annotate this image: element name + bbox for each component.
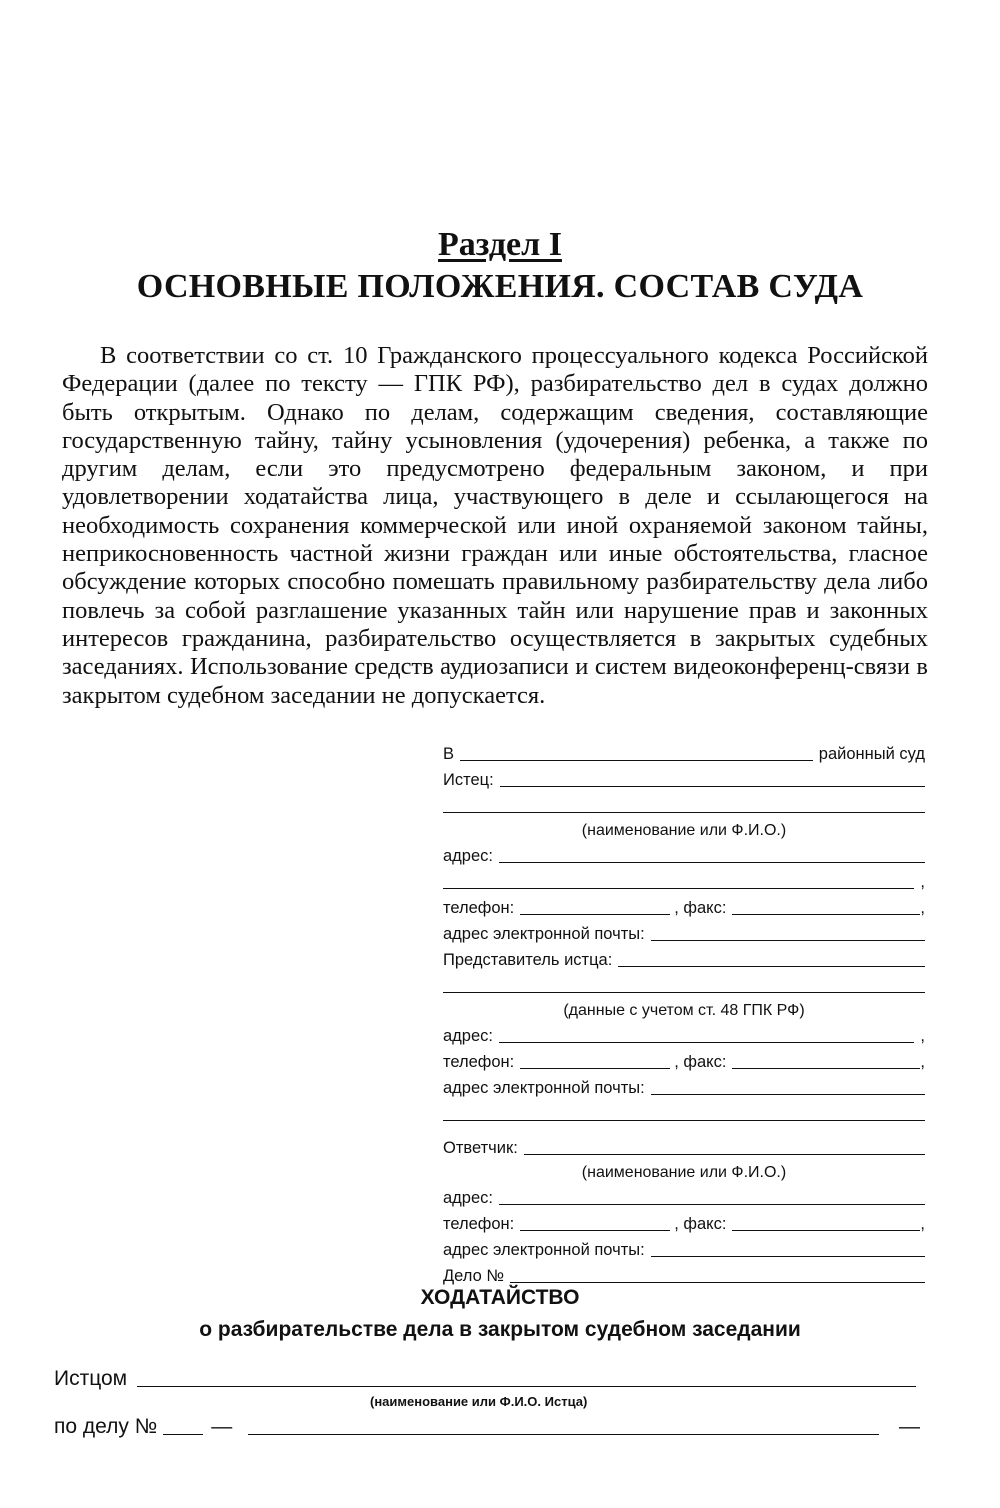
court-form bbox=[443, 738, 925, 1286]
defendant-caption: (наименование или Ф.И.О.) bbox=[581, 1164, 787, 1181]
plaintiff-address-field[interactable] bbox=[499, 844, 925, 863]
address-label: адрес: bbox=[443, 1189, 493, 1207]
section-title: Раздел I bbox=[438, 226, 562, 263]
plaintiff-address-field-2[interactable] bbox=[443, 870, 914, 889]
representative-phone-field[interactable] bbox=[520, 1050, 670, 1069]
representative-row-2 bbox=[443, 970, 925, 996]
phone-label: телефон: bbox=[443, 1215, 515, 1233]
defendant-phone-row bbox=[443, 1208, 925, 1234]
phone-label: телефон: bbox=[443, 1053, 515, 1071]
comma: , bbox=[920, 899, 925, 917]
defendant-name-field[interactable] bbox=[524, 1136, 925, 1155]
plaintiff-email-row bbox=[443, 918, 925, 944]
address-label: адрес: bbox=[443, 847, 493, 865]
representative-caption: (данные с учетом ст. 48 ГПК РФ) bbox=[563, 1002, 805, 1019]
defendant-email-field[interactable] bbox=[651, 1238, 925, 1257]
dash: — bbox=[899, 1415, 920, 1438]
motion-plaintiff-prefix: Истцом bbox=[54, 1367, 128, 1390]
fax-label: , факс: bbox=[674, 1215, 727, 1233]
defendant-address-field[interactable] bbox=[499, 1186, 925, 1205]
representative-field-2[interactable] bbox=[443, 974, 925, 993]
representative-email-field[interactable] bbox=[651, 1076, 925, 1095]
plaintiff-name-field-2[interactable] bbox=[443, 794, 925, 813]
plaintiff-row-2 bbox=[443, 790, 925, 816]
defendant-phone-field[interactable] bbox=[520, 1212, 670, 1231]
representative-fax-field[interactable] bbox=[732, 1050, 920, 1069]
plaintiff-phone-row bbox=[443, 892, 925, 918]
motion-title: ХОДАТАЙСТВО bbox=[420, 1286, 580, 1309]
comma: , bbox=[920, 1215, 925, 1233]
comma: , bbox=[920, 873, 925, 891]
address-label: адрес: bbox=[443, 1027, 493, 1045]
fax-label: , факс: bbox=[674, 1053, 727, 1071]
comma: , bbox=[920, 1027, 925, 1045]
motion-case-number-field[interactable] bbox=[163, 1414, 203, 1435]
case-label: Дело № bbox=[443, 1267, 505, 1285]
plaintiff-row bbox=[443, 764, 925, 790]
motion-case-name-field[interactable] bbox=[248, 1414, 879, 1435]
plaintiff-name-field[interactable] bbox=[500, 768, 925, 787]
plaintiff-email-field[interactable] bbox=[651, 922, 925, 941]
email-label: адрес электронной почты: bbox=[443, 1079, 645, 1097]
court-prefix: В bbox=[443, 745, 455, 763]
fax-label: , факс: bbox=[674, 899, 727, 917]
motion-plaintiff-caption: (наименование или Ф.И.О. Истца) bbox=[370, 1394, 588, 1409]
body-paragraph: В соответствии со ст. 10 Гражданского процессуального кодекса Российской Федерации (далее по тексту — ГПК РФ), разбирательство дел в судах должно быть открытым. Однако по делам, содержащим сведения, составляющие государственную тайну, тайну усыновления (удочерения) ребенка, а также по другим делам, если это предусмотрено федеральным законом, и при удовлетворении ходатайства лица, участвующего в деле и ссылающегося на необходимость сохранения коммерческой или иной охраняемой законом тайны, неприкосновенность частной жизни граждан или иные обстоятельства, гласное обсуждение которых способно помешать правильному разбирательству дела либо повлечь за собой разглашение указанных тайн или нарушение прав и законных интересов гражданина, разбирательство осуществляется в закрытых судебных заседаниях. Использование средств аудиозаписи и систем видеоконференц-связи в закрытом судебном заседании не допускается. bbox=[62, 342, 928, 709]
motion-case-row bbox=[54, 1414, 920, 1439]
representative-row bbox=[443, 944, 925, 970]
comma: , bbox=[920, 1053, 925, 1071]
dash: — bbox=[211, 1415, 233, 1438]
case-number-field[interactable] bbox=[510, 1264, 925, 1283]
representative-email-row-2 bbox=[443, 1098, 925, 1124]
representative-address-field[interactable] bbox=[499, 1024, 914, 1043]
court-row bbox=[443, 738, 925, 764]
phone-label: телефон: bbox=[443, 899, 515, 917]
defendant-row bbox=[443, 1132, 925, 1158]
plaintiff-phone-field[interactable] bbox=[520, 896, 670, 915]
plaintiff-label: Истец: bbox=[443, 771, 494, 789]
representative-email-row bbox=[443, 1072, 925, 1098]
case-number-row bbox=[443, 1260, 925, 1286]
plaintiff-fax-field[interactable] bbox=[732, 896, 920, 915]
plaintiff-address-row bbox=[443, 840, 925, 866]
defendant-fax-field[interactable] bbox=[732, 1212, 920, 1231]
representative-field[interactable] bbox=[618, 948, 925, 967]
motion-plaintiff-row bbox=[54, 1366, 916, 1391]
representative-phone-row bbox=[443, 1046, 925, 1072]
court-name-field[interactable] bbox=[460, 742, 813, 761]
representative-email-field-2[interactable] bbox=[443, 1102, 925, 1121]
defendant-label: Ответчик: bbox=[443, 1139, 518, 1157]
motion-subtitle: о разбирательстве дела в закрытом судебном заседании bbox=[199, 1318, 801, 1341]
representative-address-row bbox=[443, 1020, 925, 1046]
email-label: адрес электронной почты: bbox=[443, 1241, 645, 1259]
plaintiff-address-row-2 bbox=[443, 866, 925, 892]
representative-label: Представитель истца: bbox=[443, 951, 613, 969]
motion-case-prefix: по делу № bbox=[54, 1415, 158, 1438]
defendant-email-row bbox=[443, 1234, 925, 1260]
court-suffix: районный суд bbox=[818, 745, 925, 763]
defendant-address-row bbox=[443, 1182, 925, 1208]
motion-plaintiff-field[interactable] bbox=[137, 1366, 916, 1387]
email-label: адрес электронной почты: bbox=[443, 925, 645, 943]
section-subtitle: ОСНОВНЫЕ ПОЛОЖЕНИЯ. СОСТАВ СУДА bbox=[136, 268, 864, 305]
plaintiff-caption: (наименование или Ф.И.О.) bbox=[581, 822, 787, 839]
